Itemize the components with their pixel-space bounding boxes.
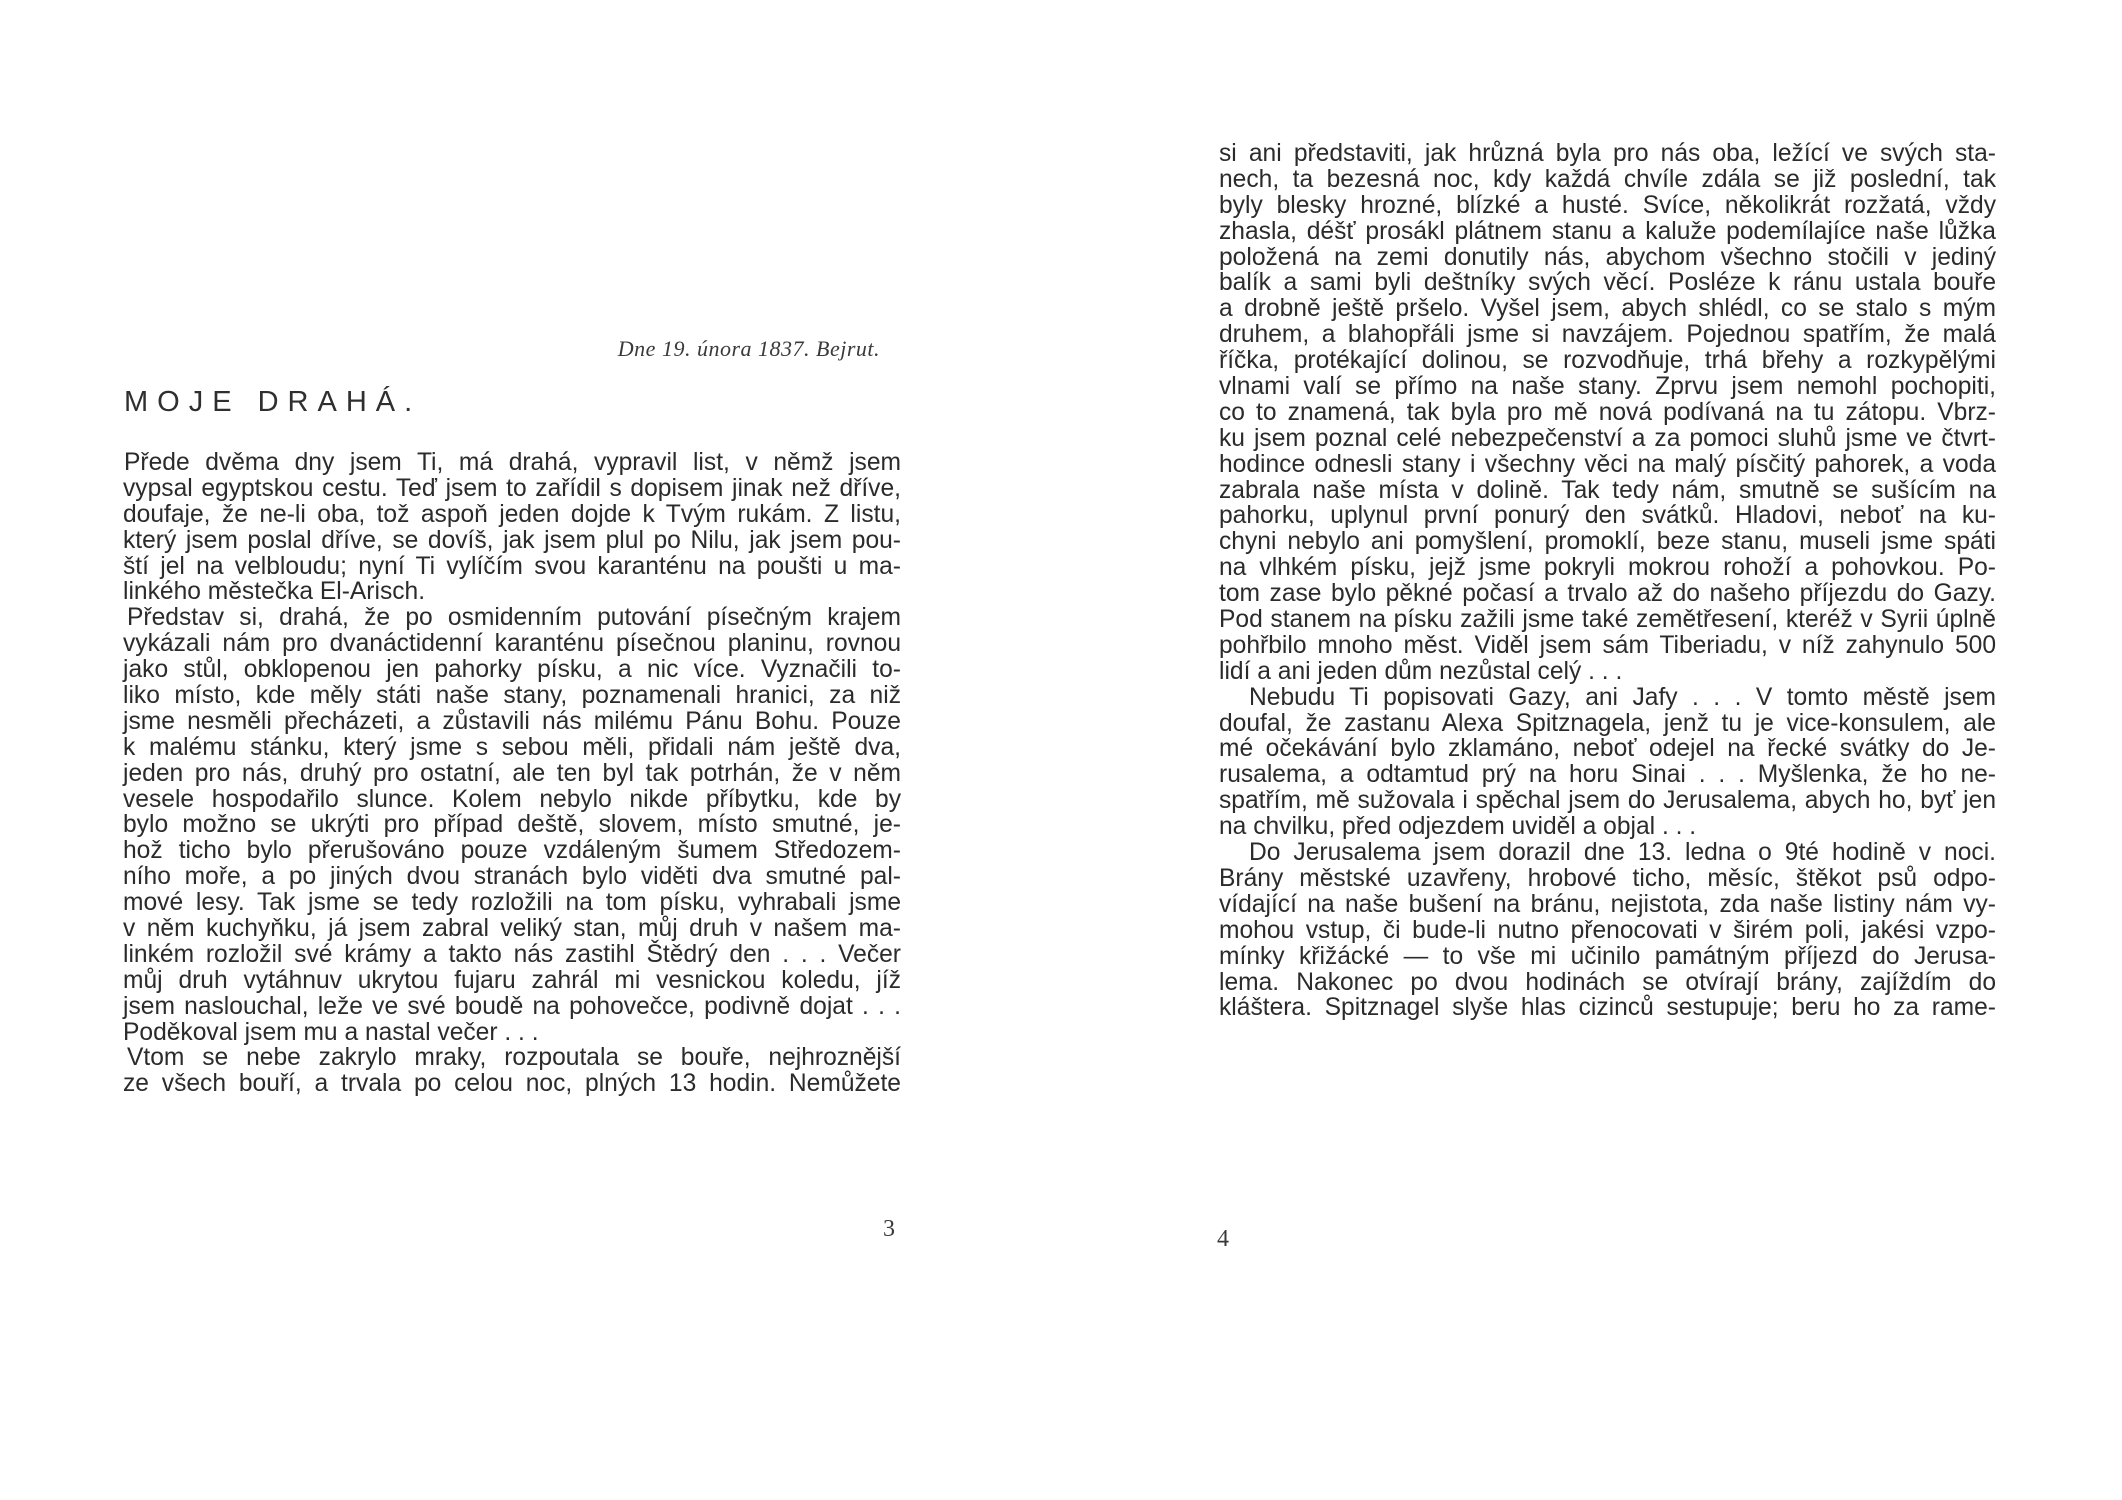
text-line: položená na zemi donutily nás, abychom všechno stočili v jediný xyxy=(1219,243,1996,271)
text-line: vlnami valí se přímo na naše stany. Zprvu jsem nemohl pochopiti, xyxy=(1219,373,1996,401)
text-line: tom zase bylo pěkné počasí a trvalo až do našeho příjezdu do Gazy. xyxy=(1219,580,1996,608)
text-line: říčka, protékající dolinou, se rozvodňuje, trhá břehy a rozkypělými xyxy=(1219,347,1996,375)
text-line: jsem naslouchal, leže ve své boudě na pohovečce, podivně dojat . . . xyxy=(123,992,901,1020)
text-line: mínky křižácké — to vše mi učinilo památným příjezd do Jerusa- xyxy=(1219,942,1996,970)
text-line: co to znamená, tak byla pro mě nová podívaná na tu zátopu. Vbrz- xyxy=(1219,398,1996,426)
left-page-text xyxy=(123,450,901,1097)
text-line: mé očekávání bylo zklamáno, neboť odejel na řecké svátky do Je- xyxy=(1219,735,1996,763)
text-line: hož ticho bylo přerušováno pouze vzdáleným šumem Středozem- xyxy=(123,837,901,865)
text-line: v něm kuchyňku, já jsem zabral veliký stan, můj druh v našem ma- xyxy=(123,915,901,943)
text-line: Představ si, drahá, že po osmidenním putování písečným krajem xyxy=(127,604,901,632)
text-line: vesele hospodařilo slunce. Kolem nebylo nikde příbytku, kde by xyxy=(123,785,901,813)
right-page-text xyxy=(1219,141,1996,1021)
text-line: rusalema, a odtamtud prý na horu Sinai . . . Myšlenka, že ho ne- xyxy=(1219,761,1996,789)
text-line: který jsem poslal dříve, se dovíš, jak jsem plul po Nilu, jak jsem pou- xyxy=(123,526,901,554)
text-line: liko místo, kde měly státi naše stany, poznamenali hranici, za niž xyxy=(123,682,901,710)
text-line: Nebudu Ti popisovati Gazy, ani Jafy . . . V tomto městě jsem xyxy=(1249,683,1996,711)
text-line: ští jel na velbloudu; nyní Ti vylíčím svou karanténu na poušti u ma- xyxy=(123,552,901,580)
text-line: Vtom se nebe zakrylo mraky, rozpoutala se bouře, nejhroznější xyxy=(127,1044,901,1072)
text-line: hodince odnesli stany i všechny věci na malý písčitý pahorek, a voda xyxy=(1219,450,1996,478)
text-line: jako stůl, obklopenou jen pahorky písku, a nic více. Vyznačili to- xyxy=(123,656,901,684)
text-line: bylo možno se ukrýti pro případ deště, slovem, místo smutné, je- xyxy=(123,811,901,839)
dateline: Dne 19. února 1837. Bejrut. xyxy=(617,336,880,361)
text-line: jsme nesměli přecházeti, a zůstavili nás milému Pánu Bohu. Pouze xyxy=(123,707,901,735)
text-line: ku jsem poznal celé nebezpečenství a za pomoci sluhů jsme ve čtvrt- xyxy=(1219,424,1996,452)
text-line: linkém rozložil své krámy a takto nás zastihl Štědrý den . . . Večer xyxy=(123,940,901,968)
text-line: mové lesy. Tak jsme se tedy rozložili na tom písku, vyhrabali jsme xyxy=(123,889,901,917)
text-line: lidí a ani jeden dům nezůstal celý . . . xyxy=(1219,657,1623,685)
text-line: vídající na naše bušení na bránu, nejistota, zda naše listiny nám vy- xyxy=(1219,890,1996,918)
right-page xyxy=(1061,0,2122,1500)
text-line: Do Jerusalema jsem dorazil dne 13. ledna o 9té hodině v noci. xyxy=(1249,839,1996,867)
text-line: k malému stánku, který jsme s sebou měli, přidali nám ještě dva, xyxy=(123,733,901,761)
text-line: Pod stanem na písku zažili jsme také zemětřesení, kteréž v Syrii úplně xyxy=(1219,606,1996,634)
text-line: kláštera. Spitznagel slyše hlas cizinců sestupuje; beru ho za rame- xyxy=(1219,994,1996,1022)
text-line: balík a sami byli deštníky svých věcí. Posléze k ránu ustala bouře xyxy=(1219,269,1996,297)
text-line: vykázali nám pro dvanáctidenní karanténu písečnou planinu, rovnou xyxy=(123,630,901,658)
text-line: nech, ta bezesná noc, kdy každá chvíle zdála se již poslední, tak xyxy=(1219,165,1996,193)
text-line: na vlhkém písku, jejž jsme pokryli mokrou rohoží a pohovkou. Po- xyxy=(1219,554,1996,582)
text-line: druhem, a blahopřáli jsme si navzájem. Pojednou spatřím, že malá xyxy=(1219,321,1996,349)
text-line: linkého městečka El-Arisch. xyxy=(123,578,426,606)
text-line: Poděkoval jsem mu a nastal večer . . . xyxy=(123,1018,539,1046)
salutation-heading: MOJE DRAHÁ. xyxy=(124,386,422,418)
text-line: lema. Nakonec po dvou hodinách se otvírají brány, zajíždím do xyxy=(1219,968,1996,996)
page-number: 3 xyxy=(883,1216,895,1242)
text-line: byly blesky hrozné, blízké a husté. Svíce, několikrát rozžatá, vždy xyxy=(1219,191,1996,219)
text-line: zabrala naše místa v dolině. Tak tedy nám, smutně se sušícím na xyxy=(1219,476,1996,504)
text-line: na chvilku, před odjezdem uviděl a objal . . . xyxy=(1219,813,1697,841)
text-line: ního moře, a po jiných dvou stranách bylo viděti dva smutné pal- xyxy=(123,863,901,891)
text-line: doufaje, že ne-li oba, tož aspoň jeden dojde k Tvým rukám. Z listu, xyxy=(123,500,901,528)
text-line: pahorku, uplynul první ponurý den svátků. Hladovi, neboť na ku- xyxy=(1219,502,1996,530)
text-line: mohou vstup, či bude-li nutno přenocovati v širém poli, jakési vzpo- xyxy=(1219,916,1996,944)
text-line: si ani představiti, jak hrůzná byla pro nás oba, ležící ve svých sta- xyxy=(1219,140,1996,167)
text-line: chyni nebylo ani pomyšlení, promoklí, beze stanu, museli jsme spáti xyxy=(1219,528,1996,556)
page-number: 4 xyxy=(1217,1226,1229,1252)
text-line: vypsal egyptskou cestu. Teď jsem to zařídil s dopisem jinak než dříve, xyxy=(123,474,901,502)
text-line: a drobně ještě pršelo. Vyšel jsem, abych shlédl, co se stalo s mým xyxy=(1219,295,1996,323)
text-line: spatřím, mě sužovala i spěchal jsem do Jerusalema, abych ho, byť jen xyxy=(1219,787,1996,815)
text-line: Brány městské uzavřeny, hrobové ticho, měsíc, štěkot psů odpo- xyxy=(1219,864,1996,892)
text-line: Přede dvěma dny jsem Ti, má drahá, vypravil list, v němž jsem xyxy=(124,449,901,476)
text-line: ze všech bouří, a trvala po celou noc, plných 13 hodin. Nemůžete xyxy=(123,1070,901,1098)
text-line: jeden pro nás, druhý pro ostatní, ale ten byl tak potrhán, že v něm xyxy=(123,759,901,787)
text-line: doufal, že zastanu Alexa Spitznagela, jenž tu je vice-konsulem, ale xyxy=(1219,709,1996,737)
text-line: zhasla, déšť prosákl plátnem stanu a kaluže podemílajíce naše lůžka xyxy=(1219,217,1996,245)
text-line: pohřbilo mnoho měst. Viděl jsem sám Tiberiadu, v níž zahynulo 500 xyxy=(1219,631,1996,659)
text-line: můj druh vytáhnuv ukrytou fujaru zahrál mi vesnickou koledu, jíž xyxy=(123,966,901,994)
